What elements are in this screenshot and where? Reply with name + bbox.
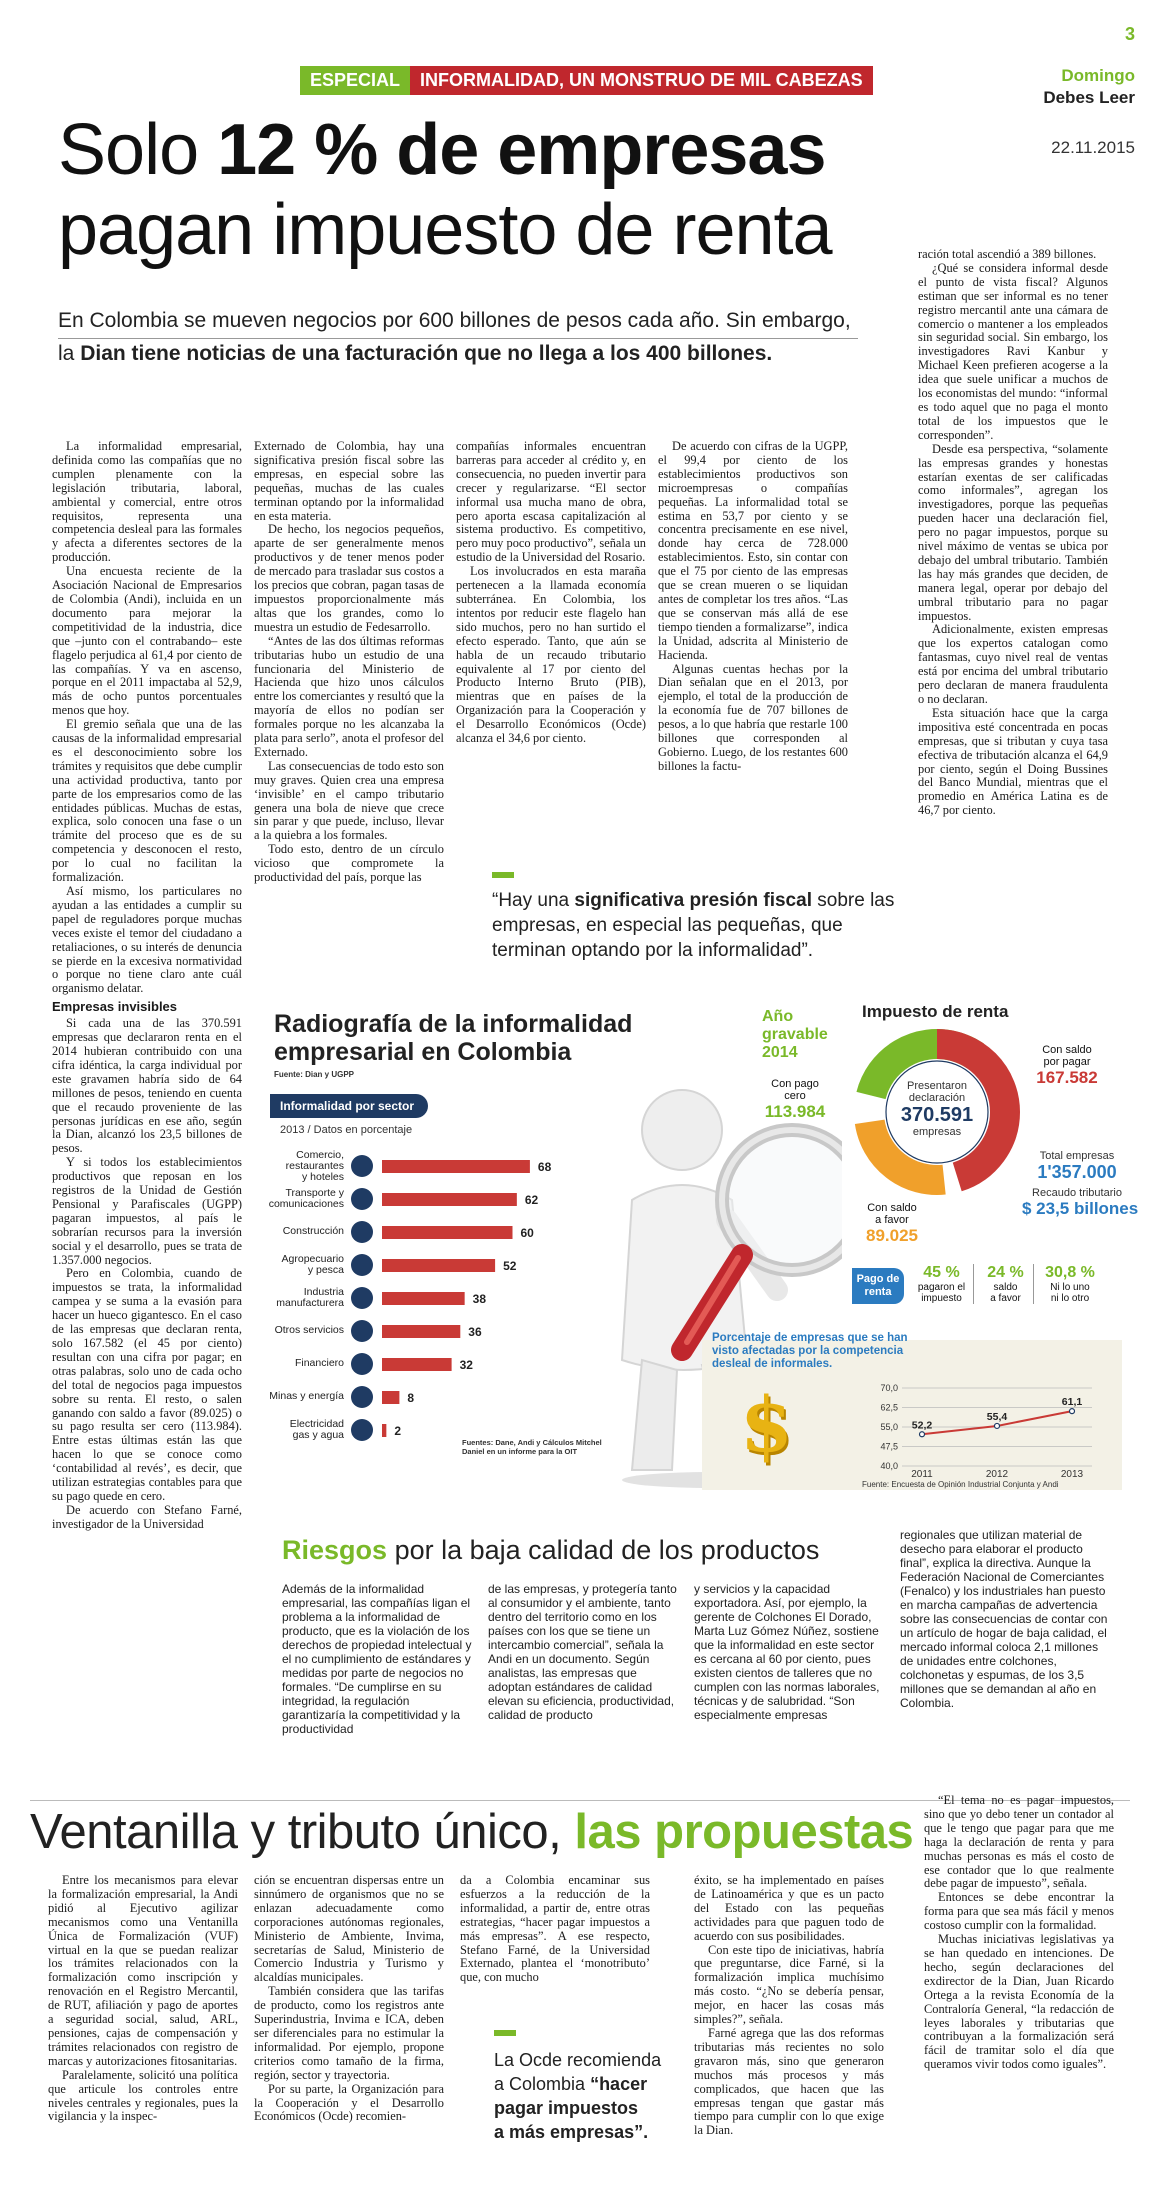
sector-tab-label: Informalidad por sector: [280, 1099, 415, 1113]
segment-label: Con saldo: [867, 1202, 917, 1214]
article1-col2: [254, 440, 444, 998]
sector-icon: [351, 1419, 373, 1441]
bar: [382, 1391, 399, 1404]
segment-label: a favor: [875, 1214, 909, 1226]
recaudo-label: Recaudo tributario: [1032, 1187, 1122, 1199]
article2-col3: [694, 1582, 884, 1784]
paragraph: Externado de Colombia, hay una significativa presión fiscal sobre las empresas, en especial sobre las pequeñas, muchas de las cuales terminan optando por la informalidad en esta materia.: [254, 440, 444, 523]
paragraph: de las empresas, y protegería tanto al consumidor y el ambiente, tanto dentro del territorio como en los países con los que se tiene un intercambio comercial”, señala la Andi en un documento. Según analistas, las empresas que adoptan estándares de calidad elevan su eficiencia, productividad, calidad de producto: [488, 1582, 677, 1722]
sector-icon: [351, 1353, 373, 1375]
bar-value-label: 52: [503, 1259, 517, 1273]
paragraph: éxito, se ha implementado en países de Latinoamérica y que es un pacto del Estado con las pequeñas actividades para que paguen todo de acuerdo con sus posibilidades.: [694, 1874, 884, 1943]
y-tick-label: 55,0: [880, 1422, 898, 1432]
bar-value-label: 62: [524, 1193, 539, 1207]
infographic-source: Fuente: Dian y UGPP: [274, 1070, 355, 1079]
article3-col2: [254, 1874, 444, 2189]
pct-label: saldo: [993, 1282, 1018, 1293]
paragraph: Muchas iniciativas legislativas ya se han quedado en intenciones. De hecho, según declaraciones del exdirector de la Dian, Juan Ricardo Ortega a la revista Economía de la Contraloría General, “la redacción de leyes laborales y tributarias que contribuyan a la formalización será fácil de tramitar solo el día que queramos vivir todos como iguales”.: [924, 1932, 1114, 2072]
paragraph: La informalidad empresarial, definida como las compañías que no cumplen plenamente con la legislación tributaria, laboral, ambiental y comercial, entre otros requisitos, representa una competencia desleal para las formales y afecta a diferentes sectores de la producción.: [52, 440, 242, 565]
bar: [382, 1292, 465, 1305]
line-point: [1070, 1409, 1075, 1414]
line-point: [995, 1423, 1000, 1428]
bar-category-label: Otros servicios: [274, 1324, 344, 1336]
date-label: 22.11.2015: [1051, 138, 1135, 157]
paragraph: Por su parte, la Organización para la Cooperación y el Desarrollo Económicos (Ocde) recomien-: [254, 2081, 444, 2124]
bar-category-label: Transporte y comunicaciones: [268, 1187, 344, 1210]
section-label: Debes Leer: [1043, 88, 1135, 107]
donut-center-value: 370.591: [900, 1104, 974, 1126]
paragraph: De acuerdo con Stefano Farné, investigador de la Universidad: [52, 1502, 242, 1531]
paragraph: ción se encuentran dispersas entre un sinnúmero de organismos que no se enlazan adecuadamente como corporaciones autónomas regionales, Ministerio de Ambiente, Invima, secretarías de Salud, Ministerio de Comercio Industria y Turismo y alcaldías municipales.: [254, 1874, 444, 1985]
special-banner: [300, 66, 873, 95]
pct-value: 24 %: [987, 1264, 1024, 1281]
point-label: 52,2: [911, 1419, 933, 1432]
bar-value-label: 38: [472, 1292, 487, 1306]
bar-category-label: Industria manufacturera: [276, 1286, 344, 1309]
infographic-title: [274, 1010, 632, 1066]
segment-label: Con pago: [771, 1078, 819, 1090]
quote-bold: “hacer: [590, 2074, 648, 2094]
paragraph: Los involucrados en esta maraña pertenecen a la llamada economía subterránea. En Colombia, los intentos por reducir este flagelo han sido muchos, pero no han surtido el efecto esperado. Tanto, que aún se habla de un recaudo tributario equivalente al 17 por ciento del Producto Interno Bruto (PIB), mientras que en países de la Organización para la Cooperación y el Desarrollo Económicos (Ocde) alcanza el 34,6 por ciento.: [456, 564, 646, 746]
x-tick-label: 2013: [1060, 1469, 1084, 1478]
bar-category-label: Financiero: [294, 1357, 344, 1369]
headline-bold: 12 % de empresas: [217, 110, 826, 190]
paragraph: ración total ascendió a 389 billones.: [918, 248, 1097, 261]
paragraph: da a Colombia encaminar sus esfuerzos a la reducción de la informalidad, a partir de, entre otras estrategias, “hacer pagar impuestos a más empresas”. A ese respecto, Stefano Farné, de la Universidad Externado, plantea el ‘monotributo’ que, con mucho: [460, 1874, 650, 1985]
paragraph: También considera que las tarifas de producto, como los registros ante Superindustria, Invima e ICA, deben ser diferenciales para no estimular la informalidad. Por ejemplo, propone criterios como tamaño de la firma, región, sector y trayectoria.: [254, 1984, 444, 2082]
title-line2: empresarial en Colombia: [274, 1038, 572, 1066]
year-label-line: 2014: [762, 1044, 798, 1061]
donut-center: [887, 1080, 987, 1138]
sector-icon: [351, 1320, 373, 1342]
pago-tab-line: renta: [864, 1286, 892, 1298]
headline-line2: pagan impuesto de renta: [58, 190, 832, 270]
paragraph: Desde esa perspectiva, “solamente las empresas grandes y honestas estarían exentas de ser calificadas como informales”, agregan los investigadores, porque las pequeñas pueden hacer una declaración fiel, pero no pagar impuestos, porque su nivel máximo de ventas se ubica por debajo del umbral tributario. También las hay más grandes que deciden, de manera legal, operar por debajo del umbral tributario para no pagar impuestos.: [918, 441, 1108, 623]
article3-title-bold: las propuestas: [574, 1805, 914, 1859]
pago-renta-tab: [852, 1268, 904, 1304]
bar: [382, 1424, 386, 1437]
bar: [382, 1325, 460, 1338]
pull-quote-marker: [492, 872, 514, 878]
y-tick-label: 70,0: [880, 1383, 898, 1393]
bar-chart-source: Fuentes: Dane, Andi y Cálculos Mitchel Daniel en un informe para la OIT: [462, 1438, 602, 1456]
paragraph: De hecho, los negocios pequeños, aparte de ser generalmente menos productivos y de tener menos poder de mercado para trasladar sus costos a los precios que cobran, pagan tasas de impuestos proporcionalmente más altas que los grandes, como lo muestra un estudio de Fedesarrollo.: [254, 522, 444, 634]
article3-col4: [694, 1874, 884, 2189]
y-tick-label: 40,0: [880, 1461, 898, 1471]
paragraph: Así mismo, los particulares no ayudan a las entidades a cumplir su papel de reguladores porque muchas veces existe el temor del ciudadano a retaliaciones, o su interés de denuncia se pierde en la excesiva normatividad o porque no tiene claro ante cuál organismo delatar.: [52, 884, 242, 996]
paragraph: compañías informales encuentran barreras para acceder al crédito y, en consecuencia, no pueden invertir para crecer y regularizarse. “El sector informal usa mucha mano de obra, pero aporta escasa capitalización al sistema productivo. Es competitivo, pero muy poco productivo”, señala un estudio de la Universidad del Rosario.: [456, 440, 646, 565]
pct-label: Ni lo uno: [1050, 1282, 1090, 1293]
article3-title: [30, 1802, 913, 1862]
article2-title: [282, 1534, 819, 1566]
special-title: INFORMALIDAD, UN MONSTRUO DE MIL CABEZAS: [410, 66, 873, 95]
pct-value: 45 %: [923, 1264, 960, 1281]
quote-line: La Ocde recomienda: [494, 2050, 662, 2070]
paragraph: De acuerdo con cifras de la UGPP, el 99,4 por ciento de los establecimientos productivos son microempresas o compañías pequeñas. La informalidad total se estima en 53,7 por ciento y se concentra precisamente en ese nivel, donde hay cerca de 728.000 establecimientos. Esto, sin contar con que el 75 por ciento de las empresas que se crean mueren o se liquidan antes de completar los tres años. “Las que se conservan más allá de ese tiempo tienden a formalizarse”, indica la Unidad, adscrita al Ministerio de Hacienda.: [658, 440, 848, 662]
sector-icon: [351, 1386, 373, 1408]
bar-value-label: 68: [537, 1160, 552, 1174]
line-title-line: desleal de informales.: [712, 1358, 833, 1370]
subheading: Empresas invisibles: [52, 999, 178, 1015]
paragraph: Con este tipo de iniciativas, habría que preguntarse, dice Farné, si la formalización implica muchísimo más costo. “¿No se debería pensar, mejor, en hacer las cosas más simples?”, señala.: [694, 1942, 884, 2027]
year-label-line: gravable: [762, 1026, 828, 1043]
article1-col3: [456, 440, 646, 840]
x-tick-label: 2011: [911, 1469, 933, 1478]
paragraph: Farné agrega que las dos reformas tributarias más recientes no solo gravaron más, sino que generaron muchos más procesos y más complicados, que hacen que las empresas tengan que gastar más tiempo para cumplir con lo que exige la Dian.: [694, 2025, 884, 2138]
paragraph: Pero en Colombia, cuando de impuestos se trata, la informalidad campea y se suma a la evasión para hacer un hueco gigantesco. En el caso de las empresas que declaran renta, solo 167.582 (el 45 por ciento) resultan con una cifra por pagar; en otras palabras, solo uno de cada ocho del total de negocios paga impuestos sobre su renta. El resto, o salen ganando con saldo a favor (89.025) o su pago resulta ser cero (113.984). Entre estas últimas están las que hacen lo que se conoce como ‘contabilidad al revés’, es decir, que utilizan estrategias contables para que su pago quede en cero.: [52, 1266, 242, 1503]
headline-light: Solo: [58, 110, 199, 190]
line-title-line: visto afectadas por la competencia: [712, 1345, 904, 1357]
article3-quote: [494, 2048, 674, 2144]
paragraph: Y si todos los establecimientos productivos que reposan en los registros de la Unidad de Gestión Pensional y Parafiscales (UGPP) pagaran impuestos, al país le sobrarían recursos para la inversión social y el desarrollo, pues se trata de 1.357.000 negocios.: [52, 1155, 242, 1267]
bar: [382, 1259, 495, 1272]
x-tick-label: 2012: [985, 1469, 1009, 1478]
sector-icon: [351, 1221, 373, 1243]
paragraph: Si cada una de las 370.591 empresas que declararon renta en el 2014 hubieran contribuido con una cifra idéntica, la carga individual por este gravamen habría sido de 64 millones de pesos, teniendo en cuenta que el recaudo proveniente de las personas jurídicas en ese año, según la Dian, alcanzó los 23,5 billones de pesos.: [52, 1016, 242, 1156]
segment-label: cero: [784, 1090, 806, 1102]
bar-value-label: 60: [520, 1226, 534, 1240]
pct-favor: [978, 1264, 1034, 1304]
quote-line: a Colombia: [494, 2074, 586, 2094]
competition-line-chart: [842, 1378, 1112, 1478]
lead-bold: Dian tiene noticias de una facturación que no llega a los 400 billones.: [80, 342, 773, 365]
day-label: Domingo: [1061, 66, 1135, 85]
paragraph: “Antes de las dos últimas reformas tributarias hubo un estudio de una funcionaria del Ministerio de Hacienda que hizo unos cálculos entre los comerciantes y resultó que la mayoría de ellos no podían ser formales porque no les alcanzaba la plata para serlo”, anota el profesor del Externado.: [254, 633, 444, 759]
line-title-line: Porcentaje de empresas que se han: [712, 1332, 908, 1344]
paragraph: ¿Qué se considera informal desde el punto de vista fiscal? Algunos estiman que ser informal es no tener registro mercantil ante una cámara de comercio o mantener a los empleados sin seguridad social. Sin embargo, los investigadores Ravi Kanbur y Michael Keen prefieren acogerse a la idea que suele unificar a muchos de los economistas del mundo: “informal es todo aquel que no paga el monto total de los impuestos que le corresponden”.: [918, 260, 1108, 442]
total-value: 1'357.000: [1037, 1162, 1117, 1182]
paragraph: y servicios y la capacidad exportadora. Así, por ejemplo, la gerente de Colchones El Dorado, Marta Luz Gómez Núñez, sostiene que la informalidad en este sector es cercana al 60 por ciento, pues existen cientos de talleres que no cumplen con las normas laborales, técnicas y de salubridad. “Son especialmente empresas: [694, 1582, 880, 1722]
sector-icon: [351, 1287, 373, 1309]
pct-label: a favor: [990, 1293, 1021, 1304]
bar-category-label: Minas y energía: [269, 1390, 344, 1402]
title-line1: Radiografía de la informalidad: [274, 1010, 633, 1038]
pct-value: 30,8 %: [1045, 1264, 1095, 1281]
sector-icon: [351, 1155, 373, 1177]
bar-category-label: Electricidad gas y agua: [289, 1418, 344, 1441]
bar: [382, 1160, 530, 1173]
tax-title: Impuesto de renta: [862, 1002, 1009, 1021]
article3-title-light: Ventanilla y tributo único,: [30, 1805, 562, 1859]
paragraph: Esta situación hace que la carga impositiva esté concentrada en pocas empresas, que si tributan y cuya tasa efectiva de tributación alcanza el 64,9 por ciento, según el Doing Bussines del Banco Mundial, mientras que el promedio en América Latina es de 46,7 por ciento.: [918, 705, 1108, 818]
segment-value: 167.582: [1036, 1068, 1098, 1087]
quote-bold: pagar impuestos: [494, 2098, 639, 2118]
segment-label: Con saldo: [1042, 1044, 1092, 1056]
sector-icon: [351, 1254, 373, 1276]
quote-bold: a más empresas”.: [494, 2122, 649, 2142]
pct-label: pagaron el: [917, 1282, 966, 1293]
paragraph: Adicionalmente, existen empresas que los expertos catalogan como fantasmas, cuyo nivel real de ventas está por encima del umbral tributario pero declaran de manera fraudulenta o no declaran.: [918, 622, 1108, 706]
paragraph: Entre los mecanismos para elevar la formalización empresarial, la Andi pidió al Ejecutivo agilizar mecanismos como una Ventanilla Única de Formalización (VUF) virtual en la que se puedan realizar los trámites relacionados con la formalización como inscripción y renovación en el Registro Mercantil, de RUT, afiliación y pago de aportes a seguridad social, salud, ARL, pensiones, cajas de compensación y trámites relacionados con registro de marcas y autorizaciones fitosanitarias.: [48, 1874, 238, 2068]
segment-value: 89.025: [866, 1226, 918, 1245]
headline: [58, 110, 832, 270]
article1-col1: [52, 440, 242, 1800]
year-label: [762, 1008, 828, 1062]
donut-center-line: declaración: [908, 1092, 966, 1104]
bar-value-label: 32: [459, 1358, 473, 1372]
pull-quote: [492, 888, 912, 963]
sector-subtitle: 2013 / Datos en porcentaje: [280, 1124, 413, 1136]
pct-label: ni lo otro: [1050, 1293, 1090, 1304]
pago-tab-line: Pago de: [856, 1273, 900, 1285]
lead-paragraph: [58, 306, 858, 369]
article2-title-bold: Riesgos: [282, 1535, 388, 1565]
paragraph: “El tema no es pagar impuestos, sino que yo debo tener un contador al que le tengo que pagar para que me haga la declaración de renta y para muchas personas es más el costo de ese contador que lo que realmente debe pagar de impuesto”, señala.: [924, 1794, 1114, 1891]
line-chart-source: Fuente: Encuesta de Opinión Industrial Conjunta y Andi: [862, 1480, 1059, 1489]
paragraph: Algunas cuentas hechas por la Dian señalan que en el 2013, por ejemplo, el total de la producción de la economía fue de 707 billones de pesos, a lo que habría que restarle 100 billones que corresponden al Gobierno. Luego, de los restantes 600 billones la factu-: [658, 661, 848, 773]
total-label: Total empresas: [1039, 1150, 1115, 1162]
quote-bold: significativa presión fiscal: [574, 890, 812, 911]
lead-line1: En Colombia se mueven negocios por 600 billones de pesos cada año. Sin embargo,: [58, 306, 858, 339]
paragraph: Una encuesta reciente de la Asociación Nacional de Empresarios de Colombia (Andi), incluida en un documento para mejorar la competitividad de la industria, dice que –junto con el contrabando– este flagelo perjudica al 61,4 por ciento de las compañías. Y va en ascenso, porque en el 2011 impactaba al 52,9, más de ocho puntos porcentuales menos que hoy.: [52, 564, 242, 718]
lead-pre: la: [58, 342, 75, 365]
article1-col5: [918, 248, 1108, 1008]
dollar-sign-illustration: $: [740, 1380, 793, 1469]
y-tick-label: 47,5: [880, 1441, 898, 1452]
line-chart-title: [712, 1332, 952, 1371]
paragraph: Paralelamente, solicitó una política que articule los controles entre niveles centrales y regionales, pues la vigilancia y la inspec-: [48, 2067, 238, 2124]
bar-category-label: Agropecuario y pesca: [281, 1253, 344, 1276]
point-label: 55,4: [986, 1410, 1008, 1423]
paragraph: Entonces se debe encontrar la forma para que sea más fácil y menos costoso cumplir con la formalidad.: [924, 1890, 1114, 1933]
bar-value-label: 2: [394, 1424, 402, 1438]
article3-col3: [460, 1874, 650, 1994]
infographic: [262, 1000, 1139, 1520]
y-tick-label: 62,5: [880, 1402, 898, 1413]
pct-neither: [1038, 1264, 1102, 1304]
paragraph: El gremio señala que una de las causas de la informalidad empresarial es el desconocimiento sobre los trámites y requisitos que debe cumplir una actividad productiva, tanto por parte de los empresarios como de las entidades públicas. Muchas de estas, explica, solo conocen una fase o un trámite del proceso que es de su competencia y desconocen el resto, por lo cual no facilitan la formalización.: [52, 717, 242, 885]
segment-cero: [750, 1078, 840, 1122]
article3-col5: [924, 1794, 1114, 2189]
sector-tab: [270, 1094, 428, 1118]
article2-title-rest: por la baja calidad de los productos: [394, 1535, 820, 1565]
bar-value-label: 8: [407, 1391, 415, 1405]
line-point: [920, 1432, 925, 1437]
bar: [382, 1358, 452, 1371]
page-number: 3: [1124, 24, 1135, 44]
quote2-marker: [494, 2030, 516, 2036]
recaudo-value: $ 23,5 billones: [1022, 1199, 1139, 1218]
quote-post: sobre las empresas, en especial las pequeñas, que terminan optando por la informalidad”.: [492, 890, 895, 961]
article2-col1: [282, 1582, 472, 1784]
bar-category-label: Construcción: [282, 1225, 344, 1237]
segment-value: 113.984: [764, 1102, 826, 1121]
total-companies: [1022, 1150, 1139, 1219]
paragraph: Las consecuencias de todo esto son muy graves. Quien crea una empresa ‘invisible’ en el campo tributario genera una bola de nieve que crece sin parar y que puede, incluso, llevar a la quiebra a los formales.: [254, 758, 444, 843]
article1-col4: [658, 440, 848, 840]
pct-label: impuesto: [921, 1293, 962, 1304]
paragraph: regionales que utilizan material de desecho para elaborar el producto final”, explica la directiva. Aunque la Federación Nacional de Comerciantes (Fenalco) y los industriales han puesto en marcha campañas de advertencia sobre las consecuencias de contar con un artículo de hogar de baja calidad, el mercado informal coloca 2,1 millones de unidades entre colchones, colchonetas y espumas, de los 3,5 millones que se demandan al año en Colombia.: [900, 1528, 1108, 1710]
year-label-line: Año: [762, 1008, 794, 1025]
sector-icon: [351, 1188, 373, 1210]
donut-center-line: Presentaron: [907, 1080, 967, 1092]
bar: [382, 1226, 513, 1239]
bar-category-label: Comercio, restaurantes y hoteles: [285, 1149, 344, 1183]
segment-pagar: [1022, 1044, 1112, 1088]
paragraph: Todo esto, dentro de un círculo vicioso que compromete la productividad del país, porque las: [254, 842, 444, 885]
point-label: 61,1: [1061, 1396, 1083, 1409]
segment-label: por pagar: [1043, 1056, 1091, 1068]
quote-pre: “Hay una: [492, 890, 570, 911]
segment-favor: [852, 1202, 932, 1246]
article3-col1: [48, 1874, 238, 2189]
bar: [382, 1193, 517, 1206]
article2-col4: [900, 1528, 1110, 1784]
donut-center-line: empresas: [912, 1126, 962, 1138]
article2-col2: [488, 1582, 678, 1784]
pct-paid: [910, 1264, 974, 1304]
special-tag: ESPECIAL: [300, 66, 410, 95]
bar-value-label: 36: [468, 1325, 482, 1339]
paragraph: Además de la informalidad empresarial, las compañías ligan el problema a la informalidad de producto, que es la violación de los derechos de propiedad intelectual y el no cumplimiento de estándares y medidas por parte de negocios no formales. “De cumplirse en su integridad, la regulación garantizaría la competitividad y la productividad: [282, 1582, 472, 1736]
